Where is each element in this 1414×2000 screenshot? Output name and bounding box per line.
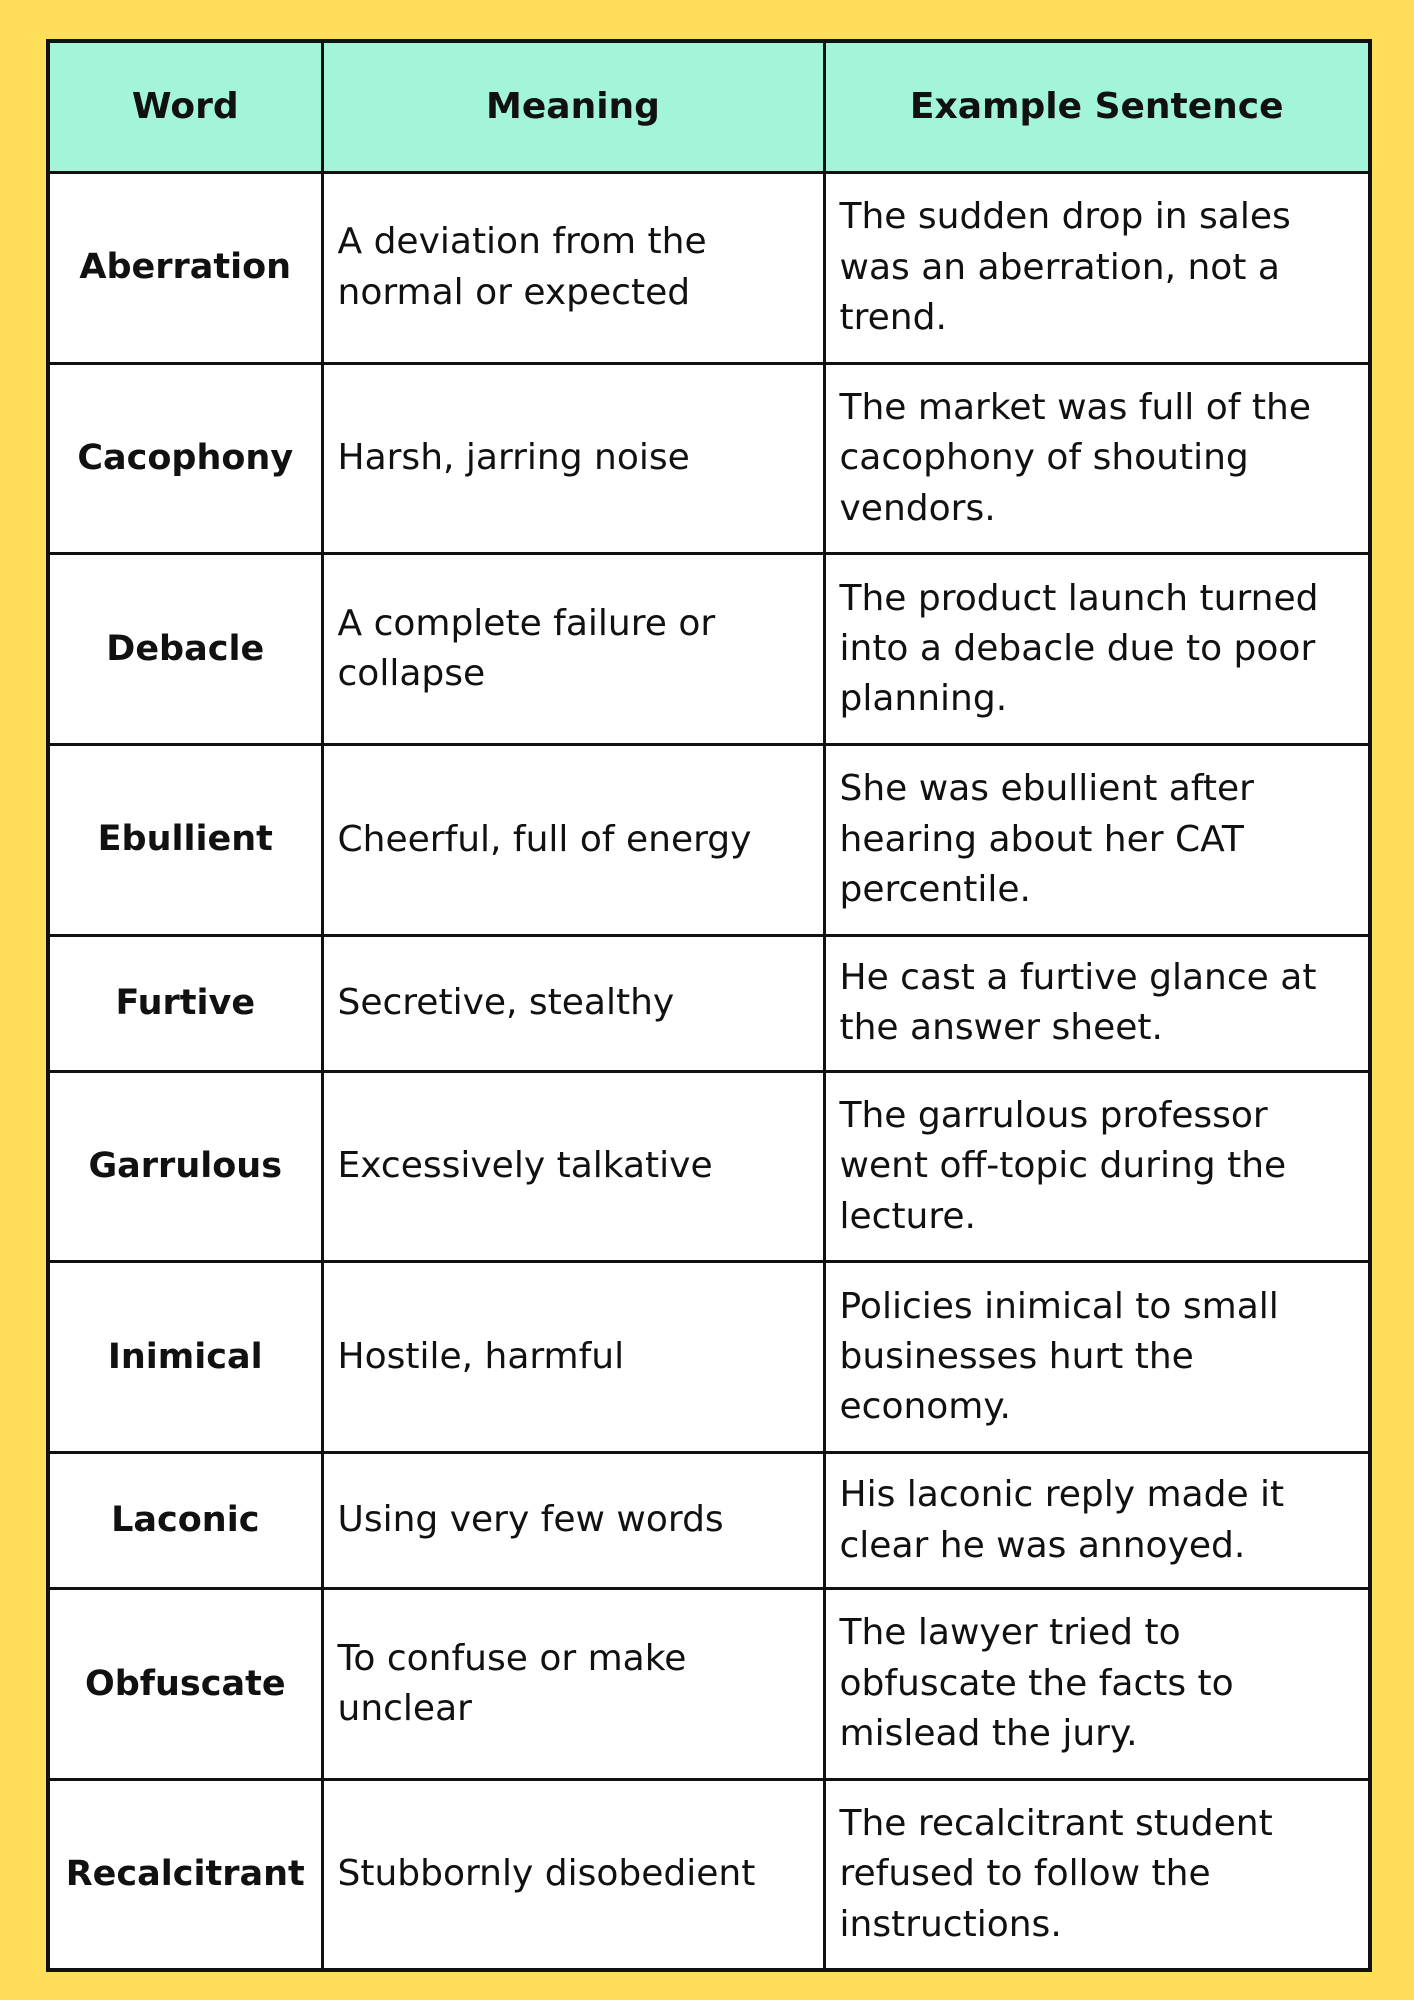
table-header-row — [48, 41, 1370, 173]
word-cell: Laconic — [48, 1453, 322, 1589]
meaning-cell: Stubbornly disobedient — [322, 1779, 824, 1970]
table-row — [48, 1453, 1370, 1589]
word-cell: Aberration — [48, 173, 322, 364]
meaning-cell: To confuse or make unclear — [322, 1589, 824, 1780]
example-cell: Policies inimical to small businesses hurt the economy. — [824, 1262, 1370, 1453]
word-cell: Obfuscate — [48, 1589, 322, 1780]
table-row — [48, 1071, 1370, 1262]
meaning-cell: A complete failure or collapse — [322, 554, 824, 745]
example-cell: He cast a furtive glance at the answer sheet. — [824, 935, 1370, 1071]
word-cell: Cacophony — [48, 363, 322, 554]
example-cell: The market was full of the cacophony of shouting vendors. — [824, 363, 1370, 554]
table-row — [48, 744, 1370, 935]
example-cell: The product launch turned into a debacle due to poor planning. — [824, 554, 1370, 745]
meaning-cell: Cheerful, full of energy — [322, 744, 824, 935]
word-cell: Ebullient — [48, 744, 322, 935]
word-cell: Furtive — [48, 935, 322, 1071]
header-word: Word — [48, 41, 322, 173]
table-row — [48, 363, 1370, 554]
table-row — [48, 1262, 1370, 1453]
meaning-cell: Hostile, harmful — [322, 1262, 824, 1453]
table-row — [48, 554, 1370, 745]
example-cell: His laconic reply made it clear he was annoyed. — [824, 1453, 1370, 1589]
word-cell: Debacle — [48, 554, 322, 745]
meaning-cell: A deviation from the normal or expected — [322, 173, 824, 364]
meaning-cell: Using very few words — [322, 1453, 824, 1589]
meaning-cell: Excessively talkative — [322, 1071, 824, 1262]
example-cell: The recalcitrant student refused to follow the instructions. — [824, 1779, 1370, 1970]
vocabulary-table — [46, 39, 1372, 1972]
example-cell: The sudden drop in sales was an aberration, not a trend. — [824, 173, 1370, 364]
example-cell: The garrulous professor went off-topic during the lecture. — [824, 1071, 1370, 1262]
meaning-cell: Secretive, stealthy — [322, 935, 824, 1071]
meaning-cell: Harsh, jarring noise — [322, 363, 824, 554]
word-cell: Inimical — [48, 1262, 322, 1453]
table-row — [48, 1589, 1370, 1780]
header-meaning: Meaning — [322, 41, 824, 173]
example-cell: The lawyer tried to obfuscate the facts to mislead the jury. — [824, 1589, 1370, 1780]
table-row — [48, 935, 1370, 1071]
word-cell: Recalcitrant — [48, 1779, 322, 1970]
header-example-sentence: Example Sentence — [824, 41, 1370, 173]
table-row — [48, 173, 1370, 364]
table-row — [48, 1779, 1370, 1970]
word-cell: Garrulous — [48, 1071, 322, 1262]
example-cell: She was ebullient after hearing about her CAT percentile. — [824, 744, 1370, 935]
